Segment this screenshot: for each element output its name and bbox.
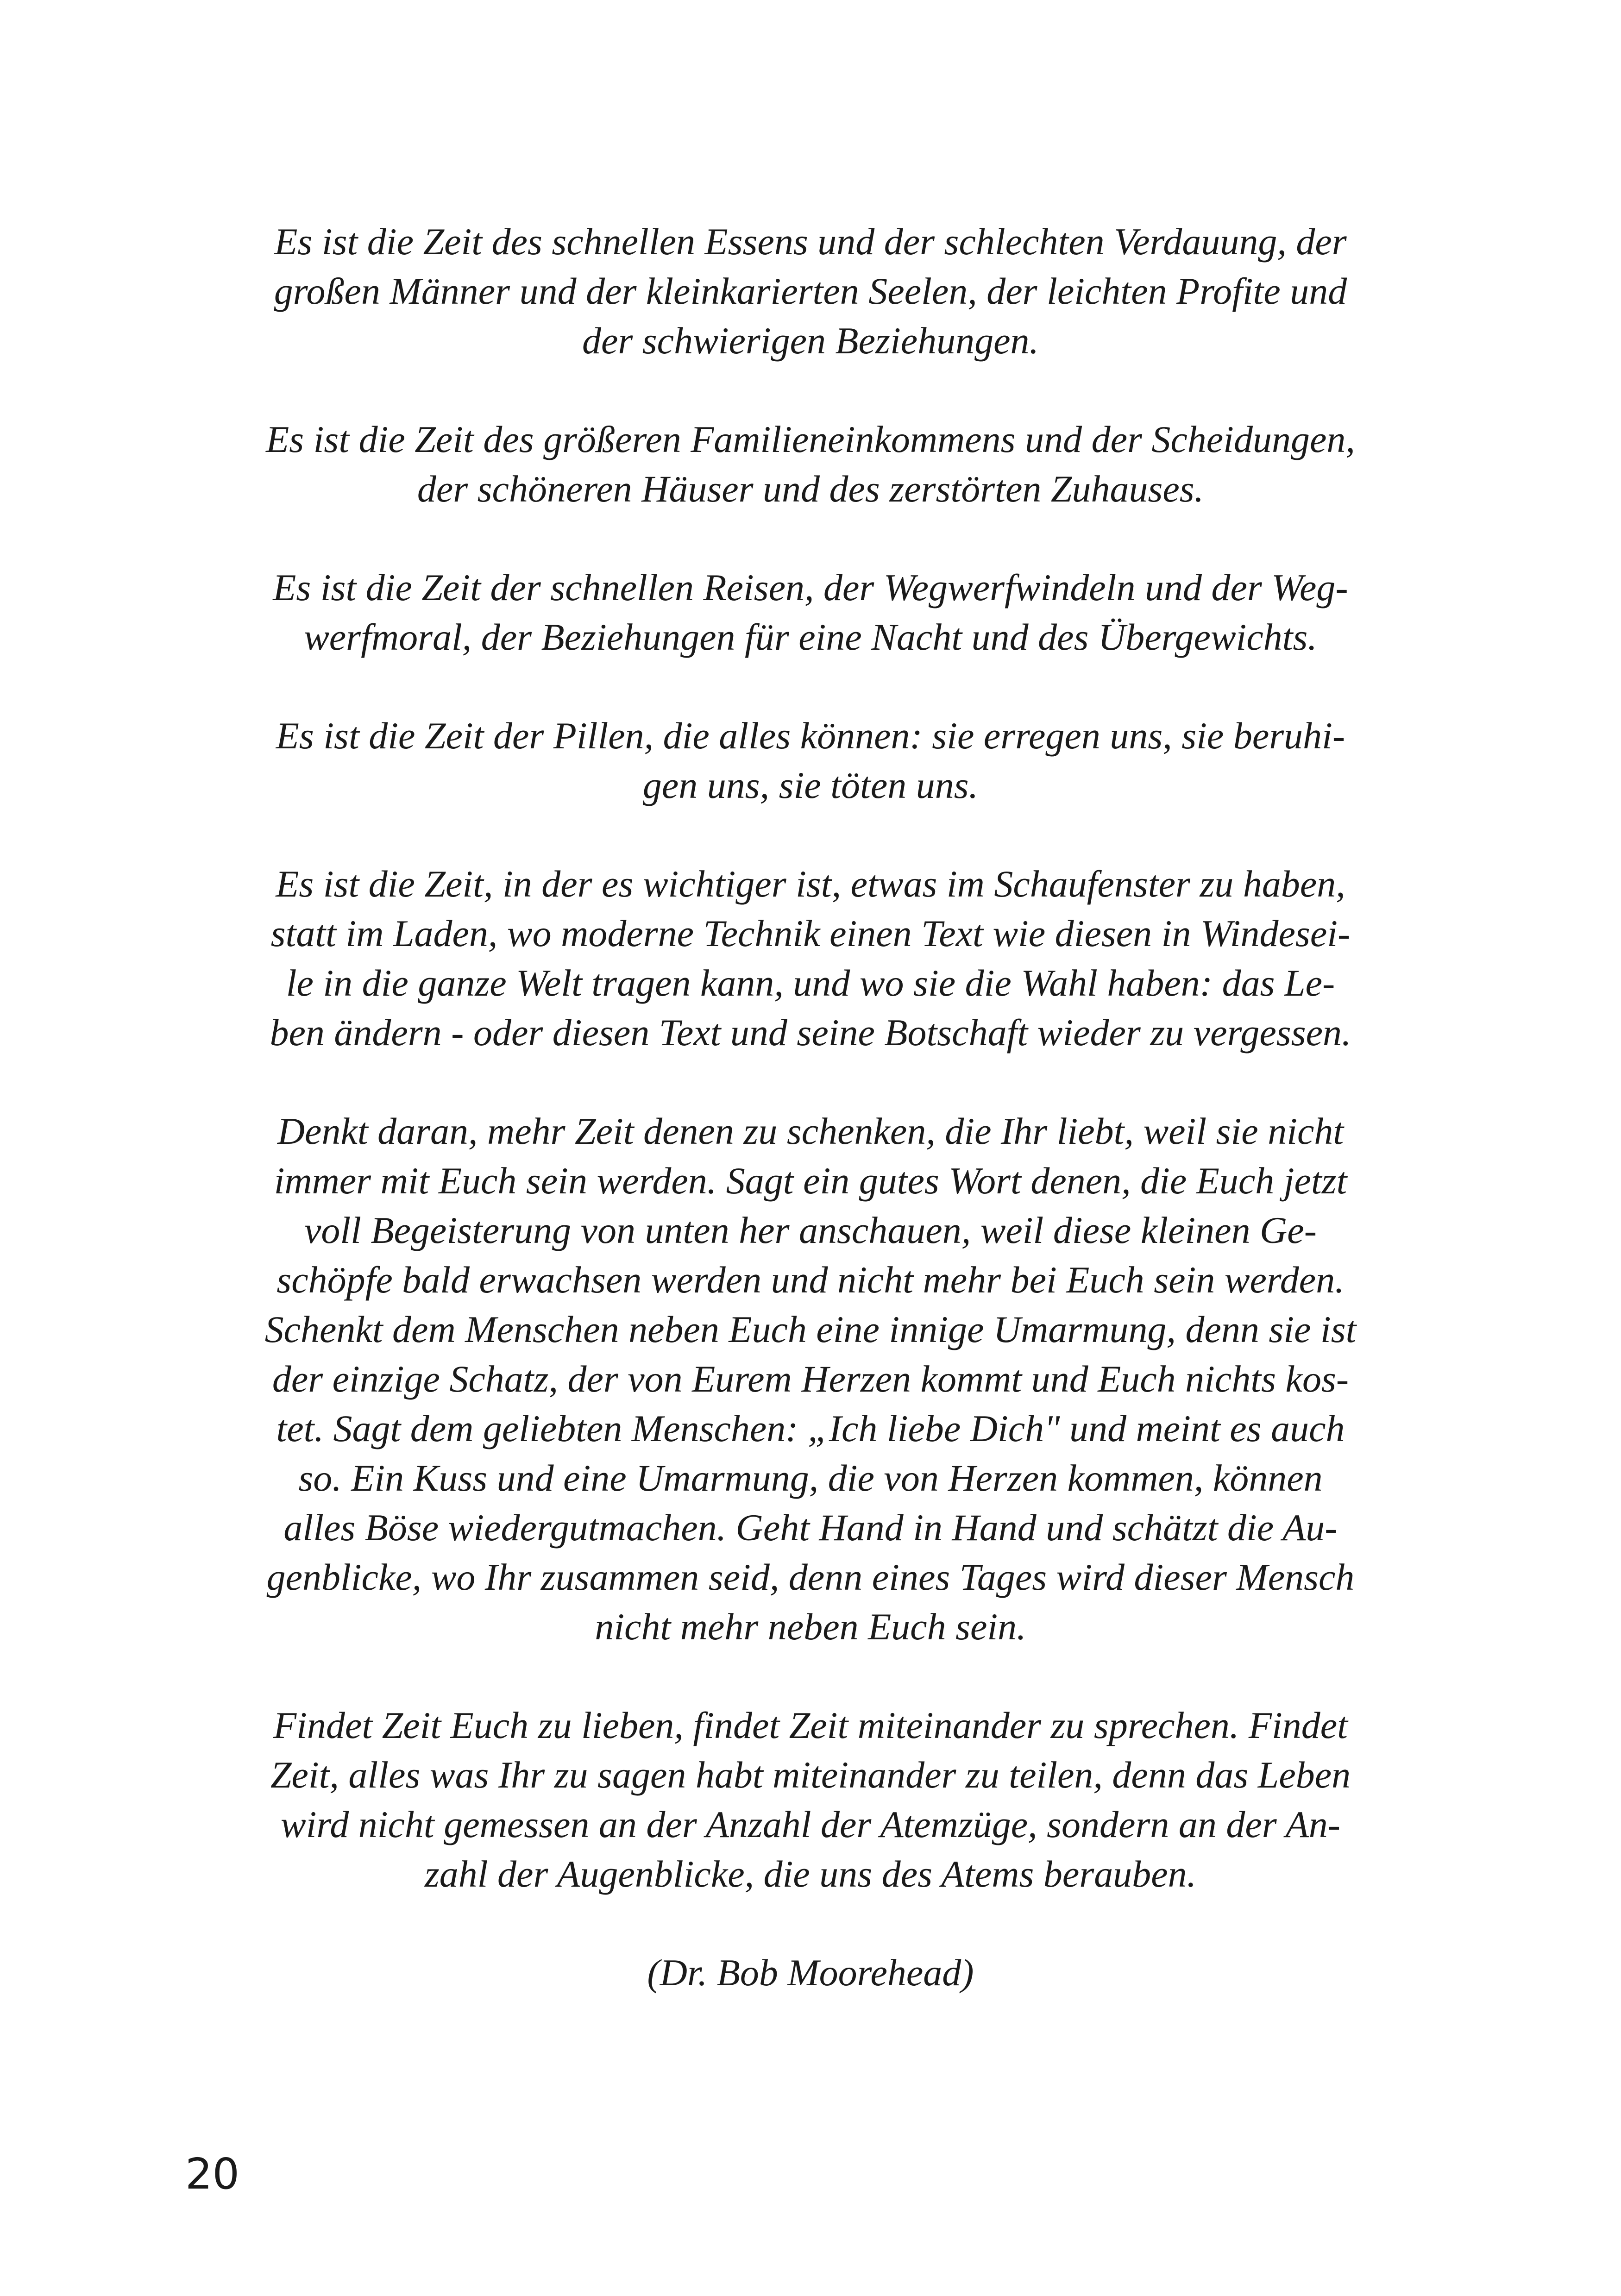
text-line: zahl der Augenblicke, die uns des Atems berauben. [424,1853,1197,1895]
paragraph [176,859,1445,1057]
paragraph [176,1700,1445,1899]
text-line: Es ist die Zeit der Pillen, die alles können: sie erregen uns, sie beruhi- [276,715,1345,757]
text-line: genblicke, wo Ihr zusammen seid, denn eines Tages wird dieser Mensch [266,1556,1355,1598]
text-line: Es ist die Zeit, in der es wichtiger ist, etwas im Schaufenster zu haben, [276,863,1345,905]
text-line: voll Begeisterung von unten her anschauen, weil diese kleinen Ge- [304,1209,1317,1251]
text-line: Es ist die Zeit des größeren Familieneinkommens und der Scheidungen, [266,418,1355,460]
text-line: le in die ganze Welt tragen kann, und wo sie die Wahl haben: das Le- [286,962,1335,1004]
body-text [176,217,1445,1997]
text-line: statt im Laden, wo moderne Technik einen Text wie diesen in Windesei- [270,912,1351,954]
text-line: der einzige Schatz, der von Eurem Herzen kommt und Euch nichts kos- [272,1358,1349,1400]
text-line: werfmoral, der Beziehungen für eine Nacht und des Übergewichts. [304,616,1317,658]
text-line: schöpfe bald erwachsen werden und nicht mehr bei Euch sein werden. [276,1259,1345,1301]
text-line: nicht mehr neben Euch sein. [595,1606,1026,1648]
paragraph [176,563,1445,662]
text-line: tet. Sagt dem geliebten Menschen: „Ich liebe Dich" und meint es auch [276,1407,1345,1449]
text-line: Schenkt dem Menschen neben Euch eine innige Umarmung, denn sie ist [264,1308,1357,1350]
page-number: 20 [185,2149,240,2199]
text-line: Denkt daran, mehr Zeit denen zu schenken, die Ihr liebt, weil sie nicht [277,1110,1344,1152]
paragraph [176,217,1445,365]
text-line: wird nicht gemessen an der Anzahl der Atemzüge, sondern an der An- [280,1803,1341,1845]
paragraph [176,414,1445,514]
text-line: gen uns, sie töten uns. [642,764,979,806]
text-line: der schwierigen Beziehungen. [582,320,1039,362]
paragraph [176,1106,1445,1651]
text-line: Es ist die Zeit der schnellen Reisen, der Wegwerfwindeln und der Weg- [273,566,1348,609]
text-line: Findet Zeit Euch zu lieben, findet Zeit miteinander zu sprechen. Findet [273,1704,1348,1746]
text-line: alles Böse wiedergutmachen. Geht Hand in Hand und schätzt die Au- [283,1506,1338,1549]
text-line: ben ändern - oder diesen Text und seine Botschaft wieder zu vergessen. [270,1011,1351,1054]
text-line: so. Ein Kuss und eine Umarmung, die von Herzen kommen, können [298,1457,1323,1499]
text-line: Zeit, alles was Ihr zu sagen habt miteinander zu teilen, denn das Leben [270,1754,1351,1796]
text-line: der schöneren Häuser und des zerstörten Zuhauses. [417,468,1204,510]
paragraph [176,711,1445,810]
text-line: großen Männer und der kleinkarierten Seelen, der leichten Profite und [274,270,1347,312]
text-line: Es ist die Zeit des schnellen Essens und der schlechten Verdauung, der [274,220,1347,263]
text-line: immer mit Euch sein werden. Sagt ein gutes Wort denen, die Euch jetzt [274,1160,1347,1202]
attribution: (Dr. Bob Moorehead) [647,1951,974,1994]
